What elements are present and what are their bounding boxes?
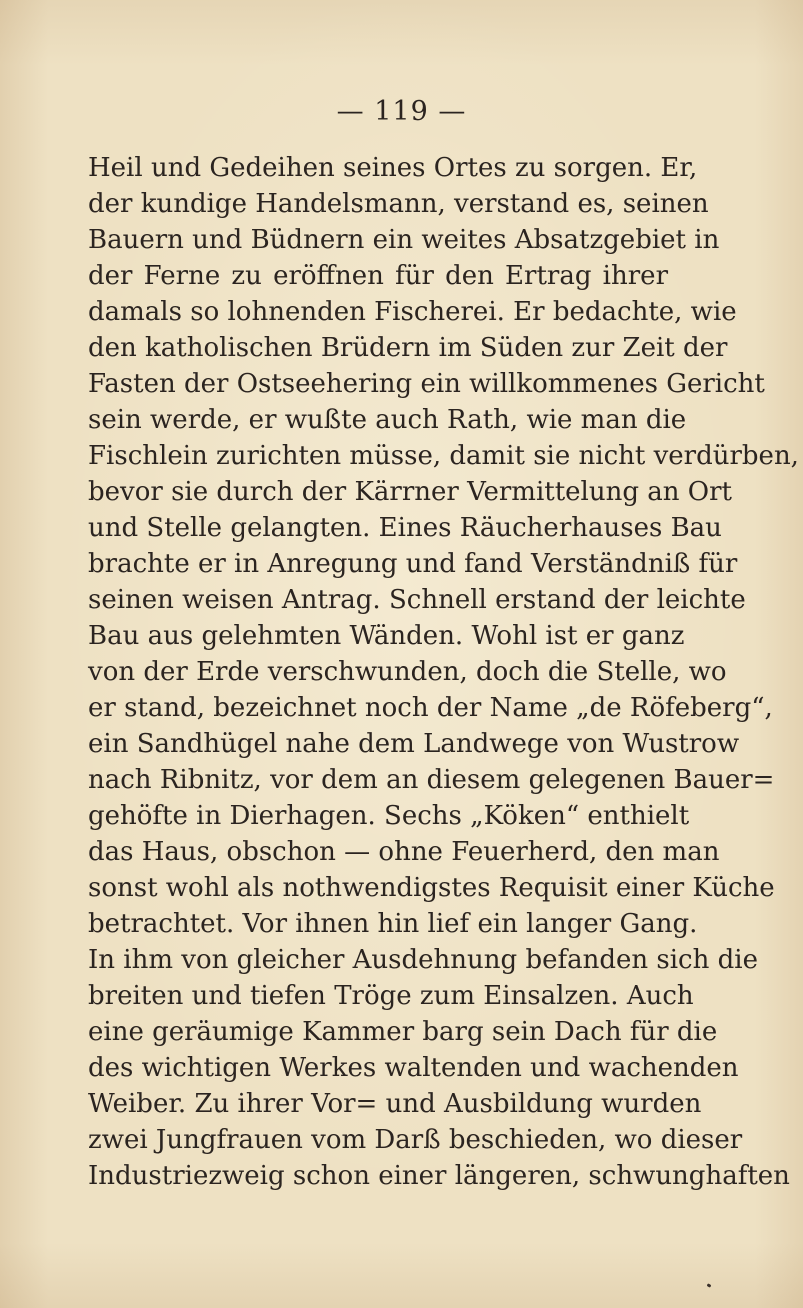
text-line: bevor sie durch der Kärrner Vermittelung an Ort [88, 477, 732, 507]
text-line: der kundige Handelsmann, verstand es, seinen [88, 189, 709, 219]
paper-speck [707, 1283, 712, 1288]
text-line: eine geräumige Kammer barg sein Dach für die [88, 1017, 718, 1047]
text-line: seinen weisen Antrag. Schnell erstand der leichte [88, 585, 746, 615]
text-line: nach Ribnitz, vor dem an diesem gelegenen Bauer= [88, 765, 775, 795]
text-line: In ihm von gleicher Ausdehnung befanden sich die [88, 945, 758, 975]
text-line: und Stelle gelangten. Eines Räucherhauses Bau [88, 513, 722, 543]
text-line: den katholischen Brüdern im Süden zur Zeit der [88, 333, 728, 363]
text-line: Weiber. Zu ihrer Vor= und Ausbildung wurden [88, 1089, 702, 1119]
text-line: betrachtet. Vor ihnen hin lief ein langer Gang. [88, 909, 698, 939]
text-line: der Ferne zu eröffnen für den Ertrag ihrer [88, 261, 668, 291]
text-line: zwei Jungfrauen vom Darß beschieden, wo dieser [88, 1125, 743, 1155]
text-line: Bau aus gelehmten Wänden. Wohl ist er ganz [88, 621, 685, 651]
text-line: er stand, bezeichnet noch der Name „de Röfeberg“, [88, 693, 773, 723]
text-line: Fasten der Ostseehering ein willkommenes Gericht [88, 369, 765, 399]
page-body-text [88, 150, 799, 1194]
text-line: Industriezweig schon einer längeren, schwunghaften [88, 1161, 790, 1191]
text-line: damals so lohnenden Fischerei. Er bedachte, wie [88, 297, 737, 327]
text-line: Bauern und Büdnern ein weites Absatzgebiet in [88, 225, 720, 255]
text-line: Fischlein zurichten müsse, damit sie nicht verdürben, [88, 441, 799, 471]
text-line: ein Sandhügel nahe dem Landwege von Wustrow [88, 729, 740, 759]
text-line: das Haus, obschon — ohne Feuerherd, den man [88, 837, 720, 867]
text-line: von der Erde verschwunden, doch die Stelle, wo [88, 657, 727, 687]
text-line: sein werde, er wußte auch Rath, wie man die [88, 405, 687, 435]
text-line: sonst wohl als nothwendigstes Requisit einer Küche [88, 873, 775, 903]
text-line: des wichtigen Werkes waltenden und wachenden [88, 1053, 739, 1083]
text-line: brachte er in Anregung und fand Verständniß für [88, 549, 738, 579]
page-number: — 119 — [336, 96, 467, 127]
text-line: gehöfte in Dierhagen. Sechs „Köken“ enthielt [88, 801, 690, 831]
text-line: Heil und Gedeihen seines Ortes zu sorgen. Er, [88, 153, 698, 183]
text-line: breiten und tiefen Tröge zum Einsalzen. Auch [88, 981, 694, 1011]
